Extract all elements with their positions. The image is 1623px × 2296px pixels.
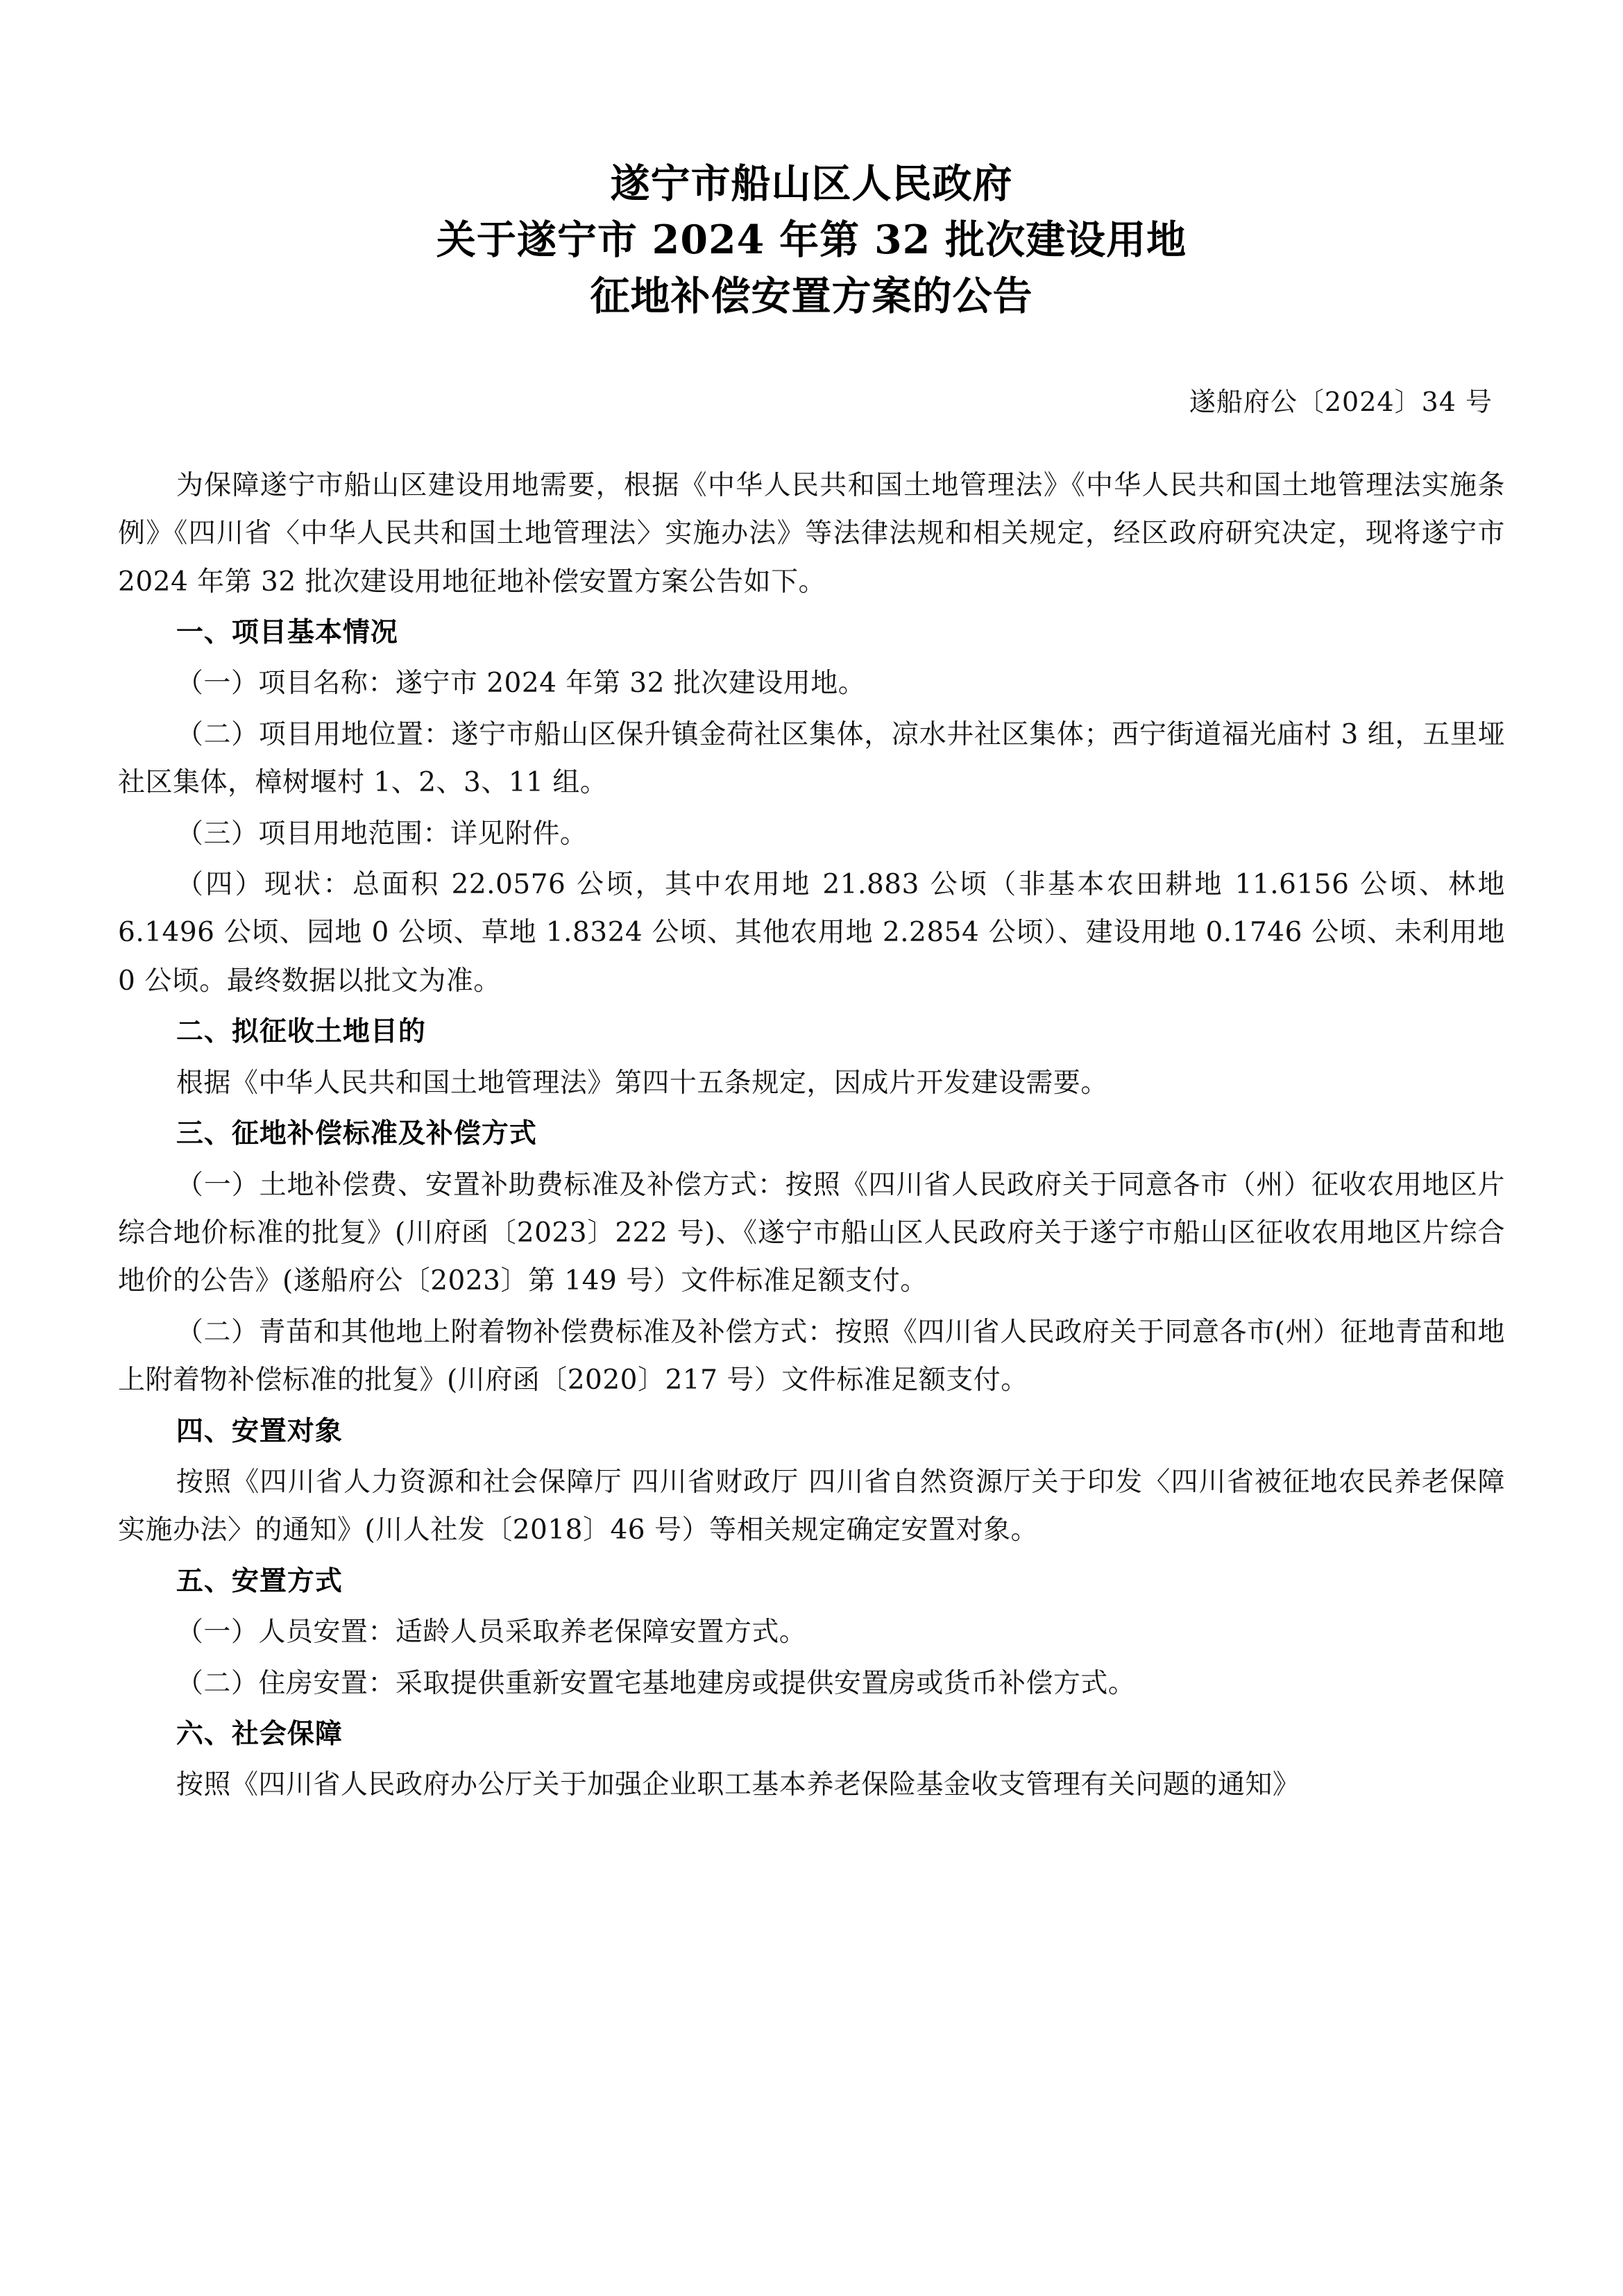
paragraph-resettlement-target: 按照《四川省人力资源和社会保障厅 四川省财政厅 四川省自然资源厅关于印发〈四川省被征地农民养老保障实施办法〉的通知》(川人社发〔2018〕46 号）等相关规定确定安置对象。 [118,1466,1505,1546]
section-heading-5: 五、安置方式 [176,1564,343,1597]
title-line-2: 关于遂宁市 2024 年第 32 批次建设用地 [436,216,1187,263]
title-line-1: 遂宁市船山区人民政府 [610,160,1013,207]
paragraph-purpose: 根据《中华人民共和国土地管理法》第四十五条规定，因成片开发建设需要。 [176,1067,1108,1099]
document-body [118,462,1505,1809]
title-line-3: 征地补偿安置方案的公告 [590,272,1033,319]
document-number: 遂船府公〔2024〕34 号 [1189,386,1493,417]
paragraph-project-location: （二）项目用地位置：遂宁市船山区保升镇金荷社区集体，凉水井社区集体；西宁街道福光庙村 3 组，五里垭社区集体，樟树堰村 1、2、3、11 组。 [118,718,1505,799]
section-heading-3: 三、征地补偿标准及补偿方式 [176,1117,537,1150]
section-heading-2: 二、拟征收土地目的 [176,1015,426,1048]
document-title [118,156,1505,325]
section-heading-4: 四、安置对象 [176,1415,343,1447]
section-heading-1: 一、项目基本情况 [176,616,398,649]
paragraph-personnel-resettlement: （一）人员安置：适龄人员采取养老保障安置方式。 [176,1617,807,1648]
paragraph-social-security: 按照《四川省人民政府办公厅关于加强企业职工基本养老保险基金收支管理有关问题的通知》 [176,1769,1300,1801]
paragraph-housing-resettlement: （二）住房安置：采取提供重新安置宅基地建房或提供安置房或货币补偿方式。 [176,1667,1136,1699]
paragraph-intro: 为保障遂宁市船山区建设用地需要，根据《中华人民共和国土地管理法》《中华人民共和国土地管理法实施条例》《四川省〈中华人民共和国土地管理法〉实施办法》等法律法规和相关规定，经区政府研究决定，现将遂宁市 2024 年第 32 批次建设用地征地补偿安置方案公告如下。 [118,469,1505,598]
section-heading-6: 六、社会保障 [176,1717,343,1750]
paragraph-compensation-crops: （二）青苗和其他地上附着物补偿费标准及补偿方式：按照《四川省人民政府关于同意各市(州）征地青苗和地上附着物补偿标准的批复》(川府函〔2020〕217 号）文件标准足额支付。 [118,1316,1505,1396]
paragraph-project-name: （一）项目名称：遂宁市 2024 年第 32 批次建设用地。 [176,668,866,700]
paragraph-project-scope: （三）项目用地范围：详见附件。 [176,818,588,850]
paragraph-current-status: （四）现状：总面积 22.0576 公顷，其中农用地 21.883 公顷（非基本农田耕地 11.6156 公顷、林地 6.1496 公顷、园地 0 公顷、草地 1.8324 公顷、其他农用地 2.2854 公顷）、建设用地 0.1746 公顷、未利用地 0 公顷。最终数据以批文为准。 [118,869,1505,997]
paragraph-compensation-land: （一）土地补偿费、安置补助费标准及补偿方式：按照《四川省人民政府关于同意各市（州）征收农用地区片综合地价标准的批复》(川府函〔2023〕222 号)、《遂宁市船山区人民政府关于遂宁市船山区征收农用地区片综合地价的公告》(遂船府公〔2023〕第 149 号）文件标准足额支付。 [118,1169,1505,1297]
